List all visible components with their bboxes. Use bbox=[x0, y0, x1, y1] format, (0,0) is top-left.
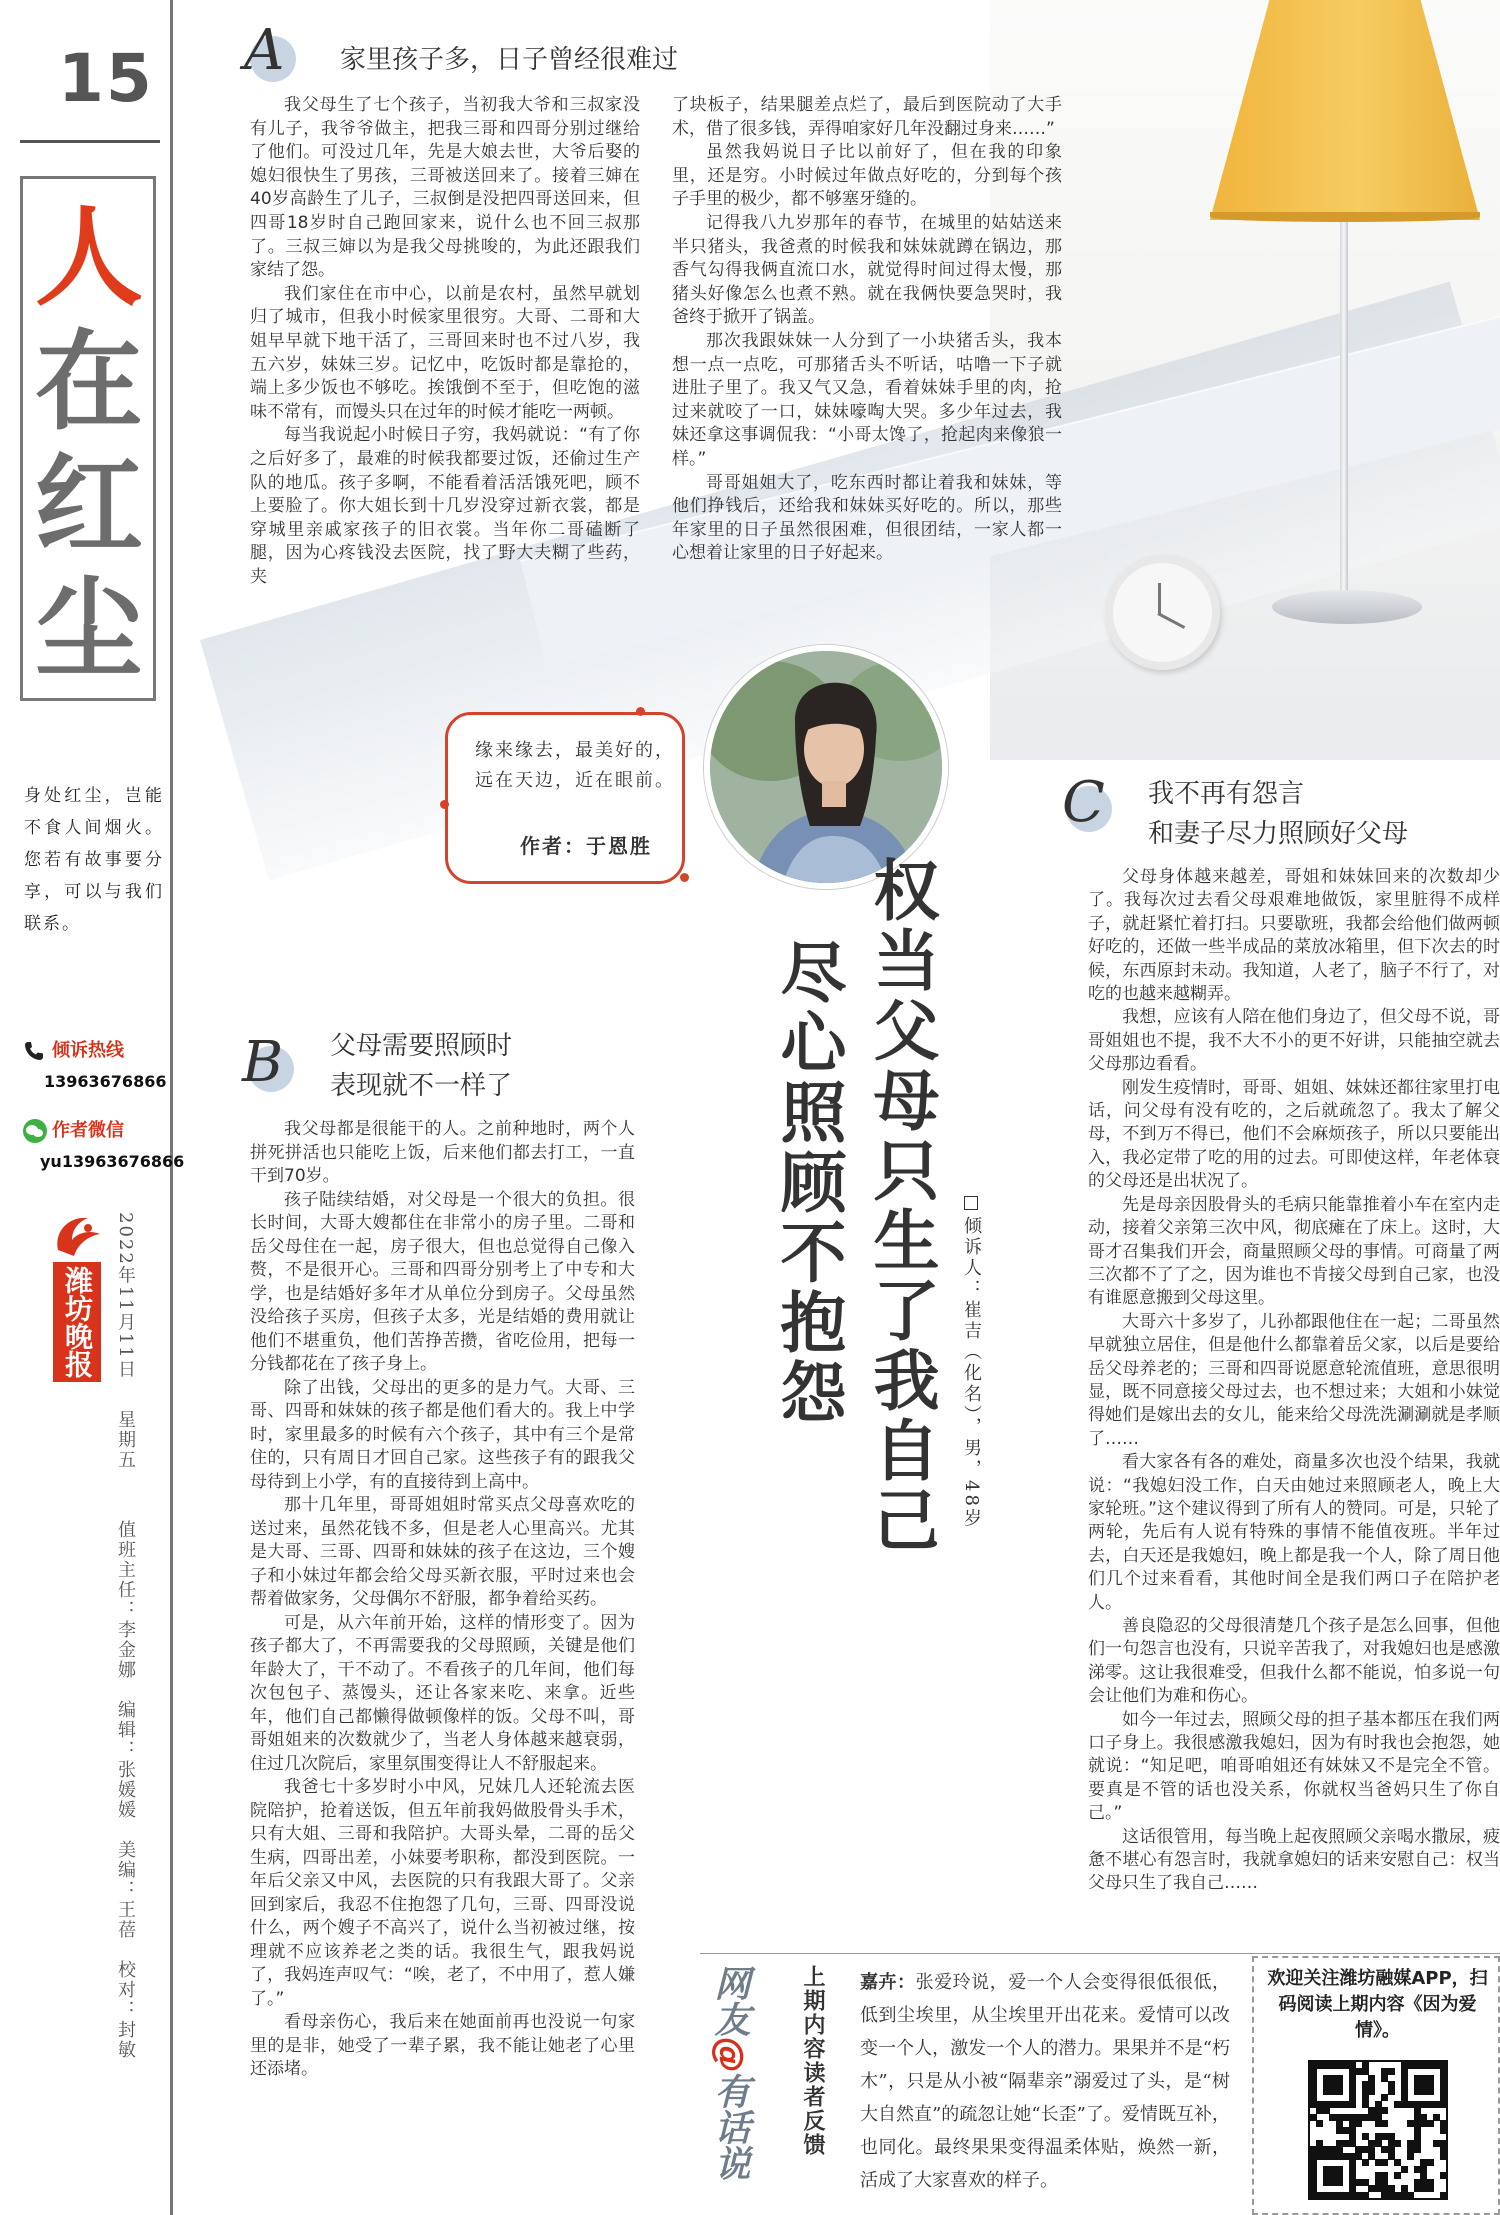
at-icon: @ bbox=[709, 2037, 750, 2073]
section-c-body bbox=[1088, 866, 1500, 1896]
hotline-label-text: 倾诉热线 bbox=[52, 1040, 124, 1061]
wechat-label bbox=[22, 1116, 124, 1143]
reader-feedback bbox=[860, 1966, 1230, 2197]
headline-source bbox=[958, 1196, 984, 1530]
clock-icon bbox=[1105, 555, 1220, 670]
netizen-feedback-label bbox=[704, 1965, 780, 2181]
quote-dot bbox=[680, 873, 689, 882]
section-b-body bbox=[250, 1118, 635, 2082]
previous-feedback-label: 上期内容读者反馈 bbox=[800, 1965, 825, 2157]
section-a-column-2 bbox=[672, 94, 1062, 566]
paragraph: 看大家各有各的难处，商量多次也没个结果，我就说：“我媳妇没工作，白天由她过来照顾老人，晚上大家轮班。”这个建议得到了所有人的赞同。可是，只轮了两轮，先后有人说有特殊的事情不能值夜班。半年过去，白天还是我媳妇，晚上都是我一个人，除了周日他们几个过来看看，其他时间全是我们两口子在陪护老人。 bbox=[1088, 1452, 1500, 1613]
paragraph: 善良隐忍的父母很清楚几个孩子是怎么回事，但他们一句怨言也没有，只说辛苦我了，对我媳妇也是感激涕零。这让我很难受，但我什么都不能说，怕多说一句会让他们为难和伤心。 bbox=[1088, 1616, 1500, 1707]
section-b-heading bbox=[330, 1026, 512, 1106]
column-title-char: 尘 bbox=[34, 567, 143, 693]
paragraph: 这话很管用，每当晚上起夜照顾父亲喝水撒尿，疲惫不堪心有怨言时，我就拿媳妇的话来安慰自己：权当父母只生了我自己…… bbox=[1088, 1826, 1500, 1894]
paragraph: 我爸七十多岁时小中风，兄妹几人还轮流去医院陪护，抢着送饭，但五年前我妈做股骨头手术，只有大姐、三哥和我陪护。大哥头晕，二哥的岳父生病，四哥出差，小妹要考职称，都没到医院。一年后父亲又中风，去医院的只有我跟大哥了。父亲回到家后，我忍不住抱怨了几句，三哥、四哥没说什么，两个嫂子不高兴了，说什么当初被过继，按理就不应该养老之类的话。我很生气，跟我妈说了，我妈连声叹气：“唉，老了，不中用了，惹人嫌了。” bbox=[250, 1777, 635, 2009]
qr-code-icon[interactable] bbox=[1308, 2060, 1448, 2200]
section-c-heading bbox=[1148, 774, 1408, 854]
paragraph: 除了出钱，父母出的更多的是力气。大哥、三哥、四哥和妹妹的孩子都是他们看大的。我上中学时，家里最多的时候有六个孩子，其中有三个是常住的，只有周日才回自己家。这些孩子有的跟我父母待到上小学，有的直接待到上高中。 bbox=[250, 1377, 635, 1492]
paragraph: 我父母都是很能干的人。之前种地时，两个人拼死拼活也只能吃上饭，后来他们都去打工，一直干到70岁。 bbox=[250, 1119, 635, 1186]
quote-text: 缘来缘去，最美好的，远在天边，近在眼前。 bbox=[475, 740, 675, 791]
section-c-heading-line: 我不再有怨言 bbox=[1148, 779, 1305, 809]
paragraph: 刚发生疫情时，哥哥、姐姐、妹妹还都往家里打电话，问父母有没有吃的，之后就疏忽了。我太了解父母，不到万不得已，他们不会麻烦孩子，所以只要能出入，我必定带了吃的用的过去。可即使这样，年老体衰的父母还是出状况了。 bbox=[1088, 1077, 1500, 1192]
section-a-heading: 家里孩子多，日子曾经很难过 bbox=[340, 45, 679, 75]
page-number-rule bbox=[20, 140, 160, 143]
netizen-label-text bbox=[704, 1965, 755, 2181]
wechat-icon bbox=[22, 1119, 46, 1143]
headline-line-1: 权当父母只生了我自己 bbox=[862, 856, 939, 1556]
bottom-divider bbox=[700, 1953, 1500, 1954]
netizen-label-part: 有话说 bbox=[709, 2073, 750, 2181]
paragraph: 先是母亲因股骨头的毛病只能靠推着小车在室内走动，接着父亲第三次中风，彻底瘫在了床上。这时，大哥才召集我们开会，商量照顾父母的事情。可商量了两三次都不了了之，因为谁也不肯接父母到自己家，也没有谁愿意搬到父母这里。 bbox=[1088, 1194, 1500, 1309]
page-number: 15 bbox=[58, 40, 154, 117]
paragraph: 孩子陆续结婚，对父母是一个很大的负担。很长时间，大哥大嫂都住在非常小的房子里。二哥和岳父母住在一起，房子很大，但也总觉得自己像入赘，不是很开心。三哥和四哥分别考上了中专和大学，也是结婚好多年才从单位分到房子。父母虽然没给孩子买房，但孩子太多，光是结婚的费用就让他们不堪重负，他们苦挣苦攒，省吃俭用，把每一分钱都花在了孩子身上。 bbox=[250, 1189, 635, 1374]
hotline-number: 13963676866 bbox=[44, 1072, 167, 1091]
wechat-label-text: 作者微信 bbox=[52, 1120, 124, 1141]
square-bullet-icon bbox=[964, 1196, 978, 1210]
paragraph: 大哥六十多岁了，儿孙都跟他住在一起；二哥虽然早就独立居住，但是他什么都靠着岳父家，以后是要给岳父母养老的；三哥和四哥说愿意轮流值班，意思很明显，既不同意接父母过去，也不想过来；大姐和小妹觉得她们是嫁出去的女儿，能来给父母洗洗涮涮就是孝顺了…… bbox=[1088, 1311, 1500, 1449]
lamp-shade-rim bbox=[1210, 212, 1480, 222]
netizen-label-part: 网友 bbox=[709, 1965, 750, 2037]
column-title-char: 在 bbox=[34, 319, 143, 445]
paper-logo bbox=[48, 1210, 106, 1382]
lamp-pole bbox=[1340, 222, 1348, 602]
reader-name: 嘉卉： bbox=[860, 1972, 916, 1993]
reader-comment: 张爱玲说，爱一个人会变得很低很低，低到尘埃里，从尘埃里开出花来。爱情可以改变一个人，激发一个人的潜力。果果并不是“朽木”，只是从小被“隔辈亲”溺爱过了头，是“树大自然直”的疏忽让她“长歪”了。爱情既互补，也同化。最终果果变得温柔体贴，焕然一新，活成了大家喜欢的样子。 bbox=[860, 1972, 1231, 2191]
paragraph: 虽然我妈说日子比以前好了，但在我的印象里，还是穷。小时候过年做点好吃的，分到每个孩子手里的极少，都不够塞牙缝的。 bbox=[672, 142, 1062, 210]
column-title bbox=[34, 196, 144, 692]
section-b-letter: B bbox=[242, 1030, 284, 1095]
paper-name-text: 潍坊晚报 bbox=[61, 1266, 94, 1378]
quote-dot bbox=[440, 800, 449, 809]
author-photo bbox=[704, 645, 948, 889]
paragraph: 我父母生了七个孩子，当初我大爷和三叔家没有儿子，我爷爷做主，把我三哥和四哥分别过继给了他们。可没过几年，先是大娘去世，大爷后娶的媳妇很快生了男孩，三哥被送回来了。接着三婶在40岁高龄生了儿子，三叔倒是没把四哥送回来，但四哥18岁时自己跑回家来，说什么也不回三叔那了。三叔三婶以为是我父母挑唆的，为此还跟我们家结了怨。 bbox=[250, 95, 640, 281]
issue-weekday: 星期五 bbox=[115, 1410, 136, 1470]
paragraph: 可是，从六年前开始，这样的情形变了。因为孩子都大了，不再需要我的父母照顾，关键是他们年龄大了，干不动了。不看孩子的几年间，他们每次包包子、蒸馒头，还让各家来吃、来拿。近些年，他们自己都懒得做顿像样的饭。父母不叫，哥哥姐姐来的次数就少了，当老人身体越来越衰弱，住过几次院后，家里氛围变得让人不舒服起来。 bbox=[250, 1612, 635, 1774]
paragraph: 每当我说起小时候日子穷，我妈就说：“有了你之后好多了，最难的时候我都要过饭，还偷过生产队的地瓜。孩子多啊，不能看着活活饿死吧，顾不上要脸了。你大姐长到十几岁没穿过新衣裳，都是穿城里亲戚家孩子的旧衣裳。当年你二哥磕断了腿，因为心疼钱没去医院，找了野大夫糊了些药，夹 bbox=[250, 425, 640, 587]
left-column-divider bbox=[170, 0, 173, 2215]
section-c-heading-line: 和妻子尽力照顾好父母 bbox=[1148, 819, 1409, 849]
follow-text: 欢迎关注潍坊融媒APP，扫码阅读上期内容《因为爱情》。 bbox=[1267, 1968, 1488, 2041]
paragraph: 哥哥姐姐大了，吃东西时都让着我和妹妹，等他们挣钱后，还给我和妹妹买好吃的。所以，那些年家里的日子虽然很困难，但很团结，一家人都一心想着让家里的日子好起来。 bbox=[672, 472, 1062, 564]
logo-mark-icon bbox=[48, 1210, 106, 1262]
quote-author: 作者：于恩胜 bbox=[520, 834, 652, 858]
lamp-base bbox=[1272, 590, 1422, 624]
quote-dot bbox=[636, 707, 645, 716]
column-title-char: 红 bbox=[34, 443, 143, 569]
headline-line-2: 尽心照顾不抱怨 bbox=[769, 938, 846, 1428]
paper-name bbox=[53, 1262, 101, 1382]
phone-icon bbox=[22, 1039, 46, 1063]
column-title-char: 人 bbox=[34, 195, 143, 321]
editor-credits: 值班主任：李金娜 编辑：张媛媛 美编：王蓓 校对：封敏 bbox=[115, 1520, 136, 2060]
paragraph: 那十几年里，哥哥姐姐时常买点父母喜欢吃的送过来，虽然花钱不多，但是老人心里高兴。尤其是大哥、三哥、四哥和妹妹的孩子在这边，三个嫂子和小妹过年都会给父母买新衣服，平时过来也会帮着做家务，父母偶尔不舒服，都争着给买药。 bbox=[250, 1495, 635, 1609]
section-c-letter: C bbox=[1062, 770, 1105, 835]
issue-date: 2022年11月11日 bbox=[115, 1212, 136, 1380]
headline-source-text: 倾诉人：崔吉（化名），男，48岁 bbox=[961, 1216, 982, 1530]
section-b-heading-line: 表现就不一样了 bbox=[330, 1071, 513, 1101]
wechat-id: yu13963676866 bbox=[40, 1152, 185, 1171]
paragraph: 父母身体越来越差，哥姐和妹妹回来的次数却少了。我每次过去看父母艰难地做饭，家里脏得不成样子，就赶紧忙着打扫。只要歇班，我都会给他们做两顿好吃的，还做一些半成品的菜放冰箱里，但下次去的时候，东西原封未动。我知道，人老了，脑子不行了，对吃的也越来越糊弄。 bbox=[1088, 867, 1500, 1005]
section-a-column-1 bbox=[250, 94, 640, 589]
section-a-letter: A bbox=[244, 18, 285, 83]
paragraph: 我们家住在市中心，以前是农村，虽然早就划归了城市，但我小时候家里很穷。大哥、二哥和大姐早早就下地干活了，三哥回来时也不过八岁，我五六岁，妹妹三岁。记忆中，吃饭时都是靠抢的，端上多少饭也不够吃。挨饿倒不至于，但吃饱的滋味不常有，而馒头只在过年的时候才能吃一两顿。 bbox=[250, 283, 640, 422]
section-b-heading-line: 父母需要照顾时 bbox=[330, 1031, 513, 1061]
hotline-label bbox=[22, 1036, 124, 1063]
paragraph: 我想，应该有人陪在他们身边了，但父母不说，哥哥姐姐也不提，我不大不小的更不好讲，只能抽空就去父母那边看看。 bbox=[1088, 1007, 1500, 1075]
column-intro: 身处红尘，岂能不食人间烟火。您若有故事要分享，可以与我们联系。 bbox=[24, 786, 164, 934]
paragraph: 如今一年过去，照顾父母的担子基本都压在我们两口子身上。我很感激我媳妇，因为有时我也会抱怨，她就说：“知足吧，咱哥咱姐还有妹妹又不是完全不管。要真是不管的话也没关系，你就权当爸妈只生了你自己。” bbox=[1088, 1709, 1500, 1824]
paragraph: 了块板子，结果腿差点烂了，最后到医院动了大手术，借了很多钱，弄得咱家好几年没翻过身来……” bbox=[672, 95, 1062, 139]
paragraph: 那次我跟妹妹一人分到了一小块猪舌头，我本想一点一点吃，可那猪舌头不听话，咕噜一下子就进肚子里了。我又气又急，看着妹妹手里的肉，抢过来就咬了一口，妹妹嚎啕大哭。多少年过去，我妹还拿这事调侃我：“小哥太馋了，抢起肉来像狼一样。” bbox=[672, 330, 1062, 469]
paragraph: 记得我八九岁那年的春节，在城里的姑姑送来半只猪头，我爸煮的时候我和妹妹就蹲在锅边，那香气勾得我俩直流口水，就觉得时间过得太慢，那猪头好像怎么也煮不熟。就在我俩快要急哭时，我爸终于掀开了锅盖。 bbox=[672, 212, 1062, 328]
paragraph: 看母亲伤心，我后来在她面前再也没说一句家里的是非，她受了一辈子累，我不能让她老了心里还添堵。 bbox=[250, 2012, 635, 2079]
